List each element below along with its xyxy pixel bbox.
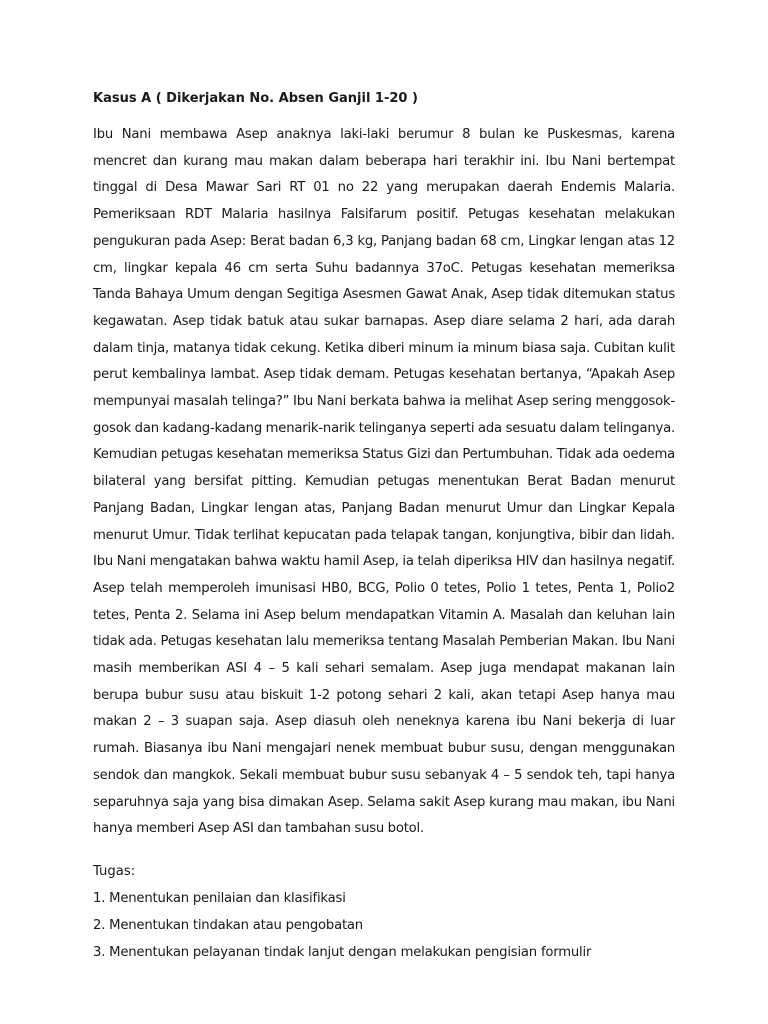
case-paragraph: Ibu Nani membawa Asep anaknya laki-laki berumur 8 bulan ke Puskesmas, karena mencret dan kurang mau makan dalam beberapa hari terakhir ini. Ibu Nani bertempat tinggal di Desa Mawar Sari RT 01 no 22 yang merupakan daerah Endemis Malaria. Pemeriksaan RDT Malaria hasilnya Falsifarum positif. Petugas kesehatan melakukan pengukuran pada Asep: Berat badan 6,3 kg, Panjang badan 68 cm, Lingkar lengan atas 12 cm, lingkar kepala 46 cm serta Suhu badannya 37oC. Petugas kesehatan memeriksa Tanda Bahaya Umum dengan Segitiga Asesmen Gawat Anak, Asep tidak ditemukan status kegawatan. Asep tidak batuk atau sukar barnapas. Asep diare selama 2 hari, ada darah dalam tinja, matanya tidak cekung. Ketika diberi minum ia minum biasa saja. Cubitan kulit perut kembalinya lambat. Asep tidak demam. Petugas kesehatan bertanya, “Apakah Asep mempunyai masalah telinga?” Ibu Nani berkata bahwa ia melihat Asep sering menggosok- gosok dan kadang-kadang menarik-narik telinganya seperti ada sesuatu dalam telinganya. Kemudian petugas kesehatan memeriksa Status Gizi dan Pertumbuhan. Tidak ada oedema bilateral yang bersifat pitting. Kemudian petugas menentukan Berat Badan menurut Panjang Badan, Lingkar lengan atas, Panjang Badan menurut Umur dan Lingkar Kepala menurut Umur. Tidak terlihat kepucatan pada telapak tangan, konjungtiva, bibir dan lidah. Ibu Nani mengatakan bahwa waktu hamil Asep, ia telah diperiksa HIV dan hasilnya negatif. Asep telah memperoleh imunisasi HB0, BCG, Polio 0 tetes, Polio 1 tetes, Penta 1, Polio2 tetes, Penta 2. Selama ini Asep belum mendapatkan Vitamin A. Masalah dan keluhan lain tidak ada. Petugas kesehatan lalu memeriksa tentang Masalah Pemberian Makan. Ibu Nani masih memberikan ASI 4 – 5 kali sehari semalam. Asep juga mendapat makanan lain berupa bubur susu atau biskuit 1-2 potong sehari 2 kali, akan tetapi Asep hanya mau makan 2 – 3 suapan saja. Asep diasuh oleh neneknya karena ibu Nani bekerja di luar rumah. Biasanya ibu Nani mengajari nenek membuat bubur susu, dengan menggunakan sendok dan mangkok. Sekali membuat bubur susu sebanyak 4 – 5 sendok teh, tapi hanya separuhnya saja yang bisa dimakan Asep. Selama sakit Asep kurang mau makan, ibu Nani hanya memberi Asep ASI dan tambahan susu botol. — [93, 127, 675, 837]
task-item-1: 1. Menentukan penilaian dan klasifikasi — [93, 890, 346, 906]
tasks-title: Tugas: — [93, 863, 136, 879]
task-item-3: 3. Menentukan pelayanan tindak lanjut dengan melakukan pengisian formulir — [93, 944, 592, 960]
tasks-section — [93, 858, 675, 966]
task-list — [93, 885, 675, 966]
task-item-2: 2. Menentukan tindakan atau pengobatan — [93, 917, 363, 933]
case-heading: Kasus A ( Dikerjakan No. Absen Ganjil 1-20 ) — [93, 91, 418, 106]
document-content — [93, 89, 675, 966]
